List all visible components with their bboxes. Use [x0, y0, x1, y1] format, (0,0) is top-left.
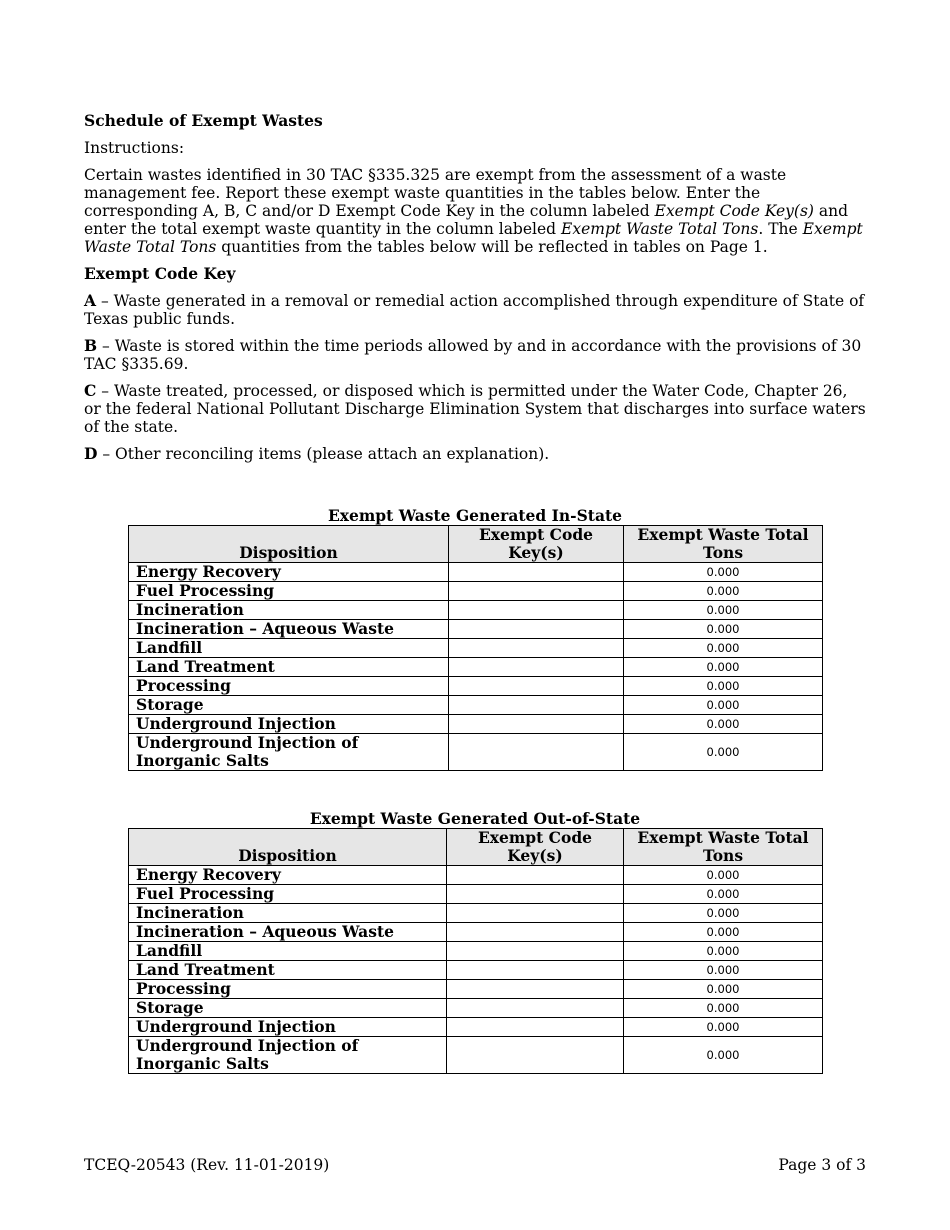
disposition-cell: Underground Injection	[129, 1018, 447, 1037]
exempt-code-key-cell[interactable]	[447, 923, 624, 942]
exempt-waste-tons-cell[interactable]: 0.000	[624, 582, 823, 601]
disposition-cell: Underground Injection	[129, 715, 449, 734]
disposition-header: Disposition	[129, 829, 447, 866]
exempt-waste-tons-cell[interactable]: 0.000	[624, 980, 823, 999]
out-of-state-table-title: Exempt Waste Generated Out-of-State	[309, 809, 641, 828]
table-row	[129, 734, 823, 771]
table-row	[129, 1037, 823, 1074]
disposition-cell: Incineration – Aqueous Waste	[129, 923, 447, 942]
disposition-header: Disposition	[129, 526, 449, 563]
exempt-waste-tons-cell[interactable]: 0.000	[624, 1018, 823, 1037]
exempt-code-key-cell[interactable]	[447, 885, 624, 904]
exempt-code-key-cell[interactable]	[447, 961, 624, 980]
exempt-waste-tons-cell[interactable]: 0.000	[624, 715, 823, 734]
exempt-code-key-cell[interactable]	[449, 620, 624, 639]
exempt-waste-tons-cell[interactable]: 0.000	[624, 866, 823, 885]
exempt-code-key-cell[interactable]	[447, 866, 624, 885]
exempt-waste-tons-cell[interactable]: 0.000	[624, 885, 823, 904]
disposition-cell: Incineration	[129, 904, 447, 923]
exempt-code-key-header: Exempt Code Key(s)	[447, 829, 624, 866]
instructions-label: Instructions:	[84, 139, 185, 157]
exempt-code-key-cell[interactable]	[449, 601, 624, 620]
table-row	[129, 658, 823, 677]
disposition-cell: Underground Injection of Inorganic Salts	[129, 1037, 447, 1074]
table-header-row	[129, 829, 823, 866]
disposition-cell: Land Treatment	[129, 658, 449, 677]
section-title: Schedule of Exempt Wastes	[84, 111, 323, 130]
exempt-code-key-cell[interactable]	[449, 563, 624, 582]
exempt-code-key-cell[interactable]	[447, 1037, 624, 1074]
table-row	[129, 904, 823, 923]
disposition-cell: Storage	[129, 696, 449, 715]
disposition-cell: Underground Injection of Inorganic Salts	[129, 734, 449, 771]
table-row	[129, 999, 823, 1018]
disposition-cell: Processing	[129, 677, 449, 696]
table-row	[129, 923, 823, 942]
exempt-waste-tons-cell[interactable]: 0.000	[624, 923, 823, 942]
disposition-cell: Landfill	[129, 639, 449, 658]
code-key-title: Exempt Code Key	[84, 264, 236, 283]
disposition-cell: Fuel Processing	[129, 582, 449, 601]
table-row	[129, 980, 823, 999]
code-key-a: A – Waste generated in a removal or remedial action accomplished through expenditure of State of Texas public funds.	[84, 291, 865, 328]
exempt-waste-tons-cell[interactable]: 0.000	[624, 563, 823, 582]
table-row	[129, 620, 823, 639]
exempt-waste-tons-cell[interactable]: 0.000	[624, 601, 823, 620]
disposition-cell: Energy Recovery	[129, 866, 447, 885]
disposition-cell: Landfill	[129, 942, 447, 961]
out-of-state-table	[128, 828, 823, 1074]
disposition-cell: Energy Recovery	[129, 563, 449, 582]
table-row	[129, 942, 823, 961]
in-state-table-title: Exempt Waste Generated In-State	[327, 506, 623, 525]
exempt-waste-tons-cell[interactable]: 0.000	[624, 658, 823, 677]
disposition-cell: Storage	[129, 999, 447, 1018]
exempt-waste-tons-cell[interactable]: 0.000	[624, 639, 823, 658]
exempt-waste-tons-cell[interactable]: 0.000	[624, 677, 823, 696]
exempt-code-key-cell[interactable]	[447, 999, 624, 1018]
exempt-code-key-cell[interactable]	[449, 696, 624, 715]
code-key-d: D – Other reconciling items (please attach an explanation).	[84, 444, 550, 463]
table-row	[129, 677, 823, 696]
table-row	[129, 639, 823, 658]
disposition-cell: Land Treatment	[129, 961, 447, 980]
disposition-cell: Incineration – Aqueous Waste	[129, 620, 449, 639]
exempt-code-key-cell[interactable]	[447, 904, 624, 923]
disposition-cell: Incineration	[129, 601, 449, 620]
exempt-waste-total-tons-header: Exempt Waste Total Tons	[624, 829, 823, 866]
exempt-code-key-cell[interactable]	[449, 734, 624, 771]
table-row	[129, 582, 823, 601]
disposition-cell: Fuel Processing	[129, 885, 447, 904]
exempt-code-key-cell[interactable]	[447, 980, 624, 999]
exempt-waste-tons-cell[interactable]: 0.000	[624, 942, 823, 961]
table-row	[129, 696, 823, 715]
instructions-section	[84, 112, 868, 472]
table-row	[129, 715, 823, 734]
exempt-waste-tons-cell[interactable]: 0.000	[624, 999, 823, 1018]
exempt-waste-tons-cell[interactable]: 0.000	[624, 961, 823, 980]
exempt-code-key-cell[interactable]	[447, 942, 624, 961]
table-row	[129, 563, 823, 582]
page-number: Page 3 of 3	[778, 1156, 866, 1174]
exempt-waste-tons-cell[interactable]: 0.000	[624, 904, 823, 923]
table-row	[129, 885, 823, 904]
table-row	[129, 866, 823, 885]
exempt-code-key-cell[interactable]	[449, 658, 624, 677]
disposition-cell: Processing	[129, 980, 447, 999]
exempt-waste-tons-cell[interactable]: 0.000	[624, 696, 823, 715]
table-row	[129, 1018, 823, 1037]
table-header-row	[129, 526, 823, 563]
exempt-waste-total-tons-header: Exempt Waste Total Tons	[624, 526, 823, 563]
exempt-code-key-cell[interactable]	[449, 582, 624, 601]
exempt-code-key-cell[interactable]	[449, 677, 624, 696]
exempt-code-key-cell[interactable]	[447, 1018, 624, 1037]
code-key-b: B – Waste is stored within the time periods allowed by and in accordance with the provisions of 30 TAC §335.69.	[84, 336, 862, 373]
form-id: TCEQ-20543 (Rev. 11-01-2019)	[84, 1156, 330, 1174]
exempt-waste-tons-cell[interactable]: 0.000	[624, 734, 823, 771]
instructions-paragraph: Certain wastes identified in 30 TAC §335.325 are exempt from the assessment of a waste management fee. Report these exempt waste quantities in the tables below. Enter the corresponding A, B, C and/or D Exempt Code Key in the column labeled Exempt Code Key(s) and enter the total exempt waste quantity in the column labeled Exempt Waste Total Tons. The Exempt Waste Total Tons quantities from the tables below will be reflected in tables on Page 1.	[84, 166, 863, 256]
exempt-waste-tons-cell[interactable]: 0.000	[624, 620, 823, 639]
in-state-table	[128, 525, 823, 771]
exempt-code-key-cell[interactable]	[449, 639, 624, 658]
code-key-c: C – Waste treated, processed, or disposed which is permitted under the Water Code, Chapter 26, or the federal National Pollutant Discharge Elimination System that discharges into surface waters of the state.	[84, 381, 866, 436]
exempt-waste-tons-cell[interactable]: 0.000	[624, 1037, 823, 1074]
exempt-code-key-header: Exempt Code Key(s)	[449, 526, 624, 563]
table-row	[129, 601, 823, 620]
table-row	[129, 961, 823, 980]
exempt-code-key-cell[interactable]	[449, 715, 624, 734]
